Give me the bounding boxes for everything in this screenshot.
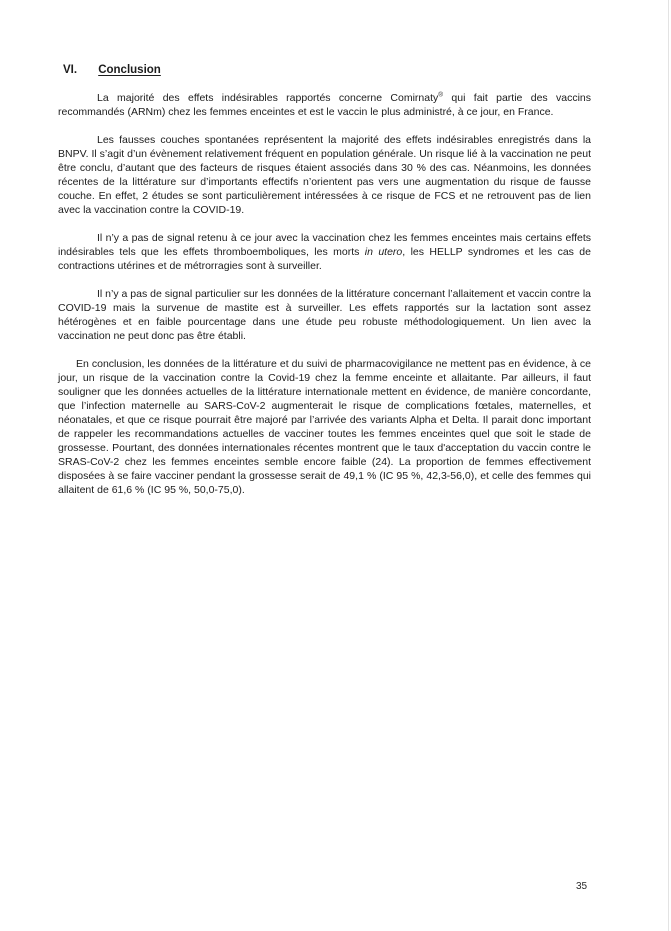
section-title: Conclusion — [98, 64, 161, 76]
paragraph-text: Il n’y a pas de signal retenu à ce jour avec la vaccination chez les femmes enceintes mais certains effets indésirables tels que les effets thromboemboliques, les morts — [58, 232, 591, 258]
paragraph-signal-grossesse — [58, 231, 591, 273]
paragraph-text: La majorité des effets indésirables rapportés concerne Comirnaty — [97, 92, 439, 104]
paragraph-conclusion-finale: En conclusion, les données de la littérature et du suivi de pharmacovigilance ne mettent pas en évidence, à ce jour, un risque de la vaccination contre la Covid-19 chez la femme enceinte et allaitante. Par ailleurs, il faut souligner que les données actuelles de la littérature internationale mettent en évidence, de manière concordante, que l’infection maternelle au SARS-CoV-2 augmenterait le risque de complications fœtales, maternelles, et néonatales, et que ce risque pourrait être majoré par l’arrivée des variants Alpha et Delta. Il parait donc important de rappeler les recommandations actuelles de vacciner toutes les femmes enceintes quel que soit le stade de grossesse. Pourtant, des données internationales récentes montrent que le taux d'acceptation du vaccin contre le SRAS-CoV-2 chez les femmes enceintes semble encore faible (24). La proportion de femmes effectivement disposées à se faire vacciner pendant la grossesse serait de 49,1 % (IC 95 %, 42,3-56,0), et celle des femmes qui allaitent de 61,6 % (IC 95 %, 50,0-75,0). — [58, 358, 591, 496]
paragraph-comirnaty — [58, 91, 591, 119]
section-number: VI. — [63, 64, 78, 76]
page-content — [58, 63, 591, 497]
paragraph-text: , les HELLP syndromes et les cas de contractions utérines et de métrorragies sont à surveiller. — [58, 246, 591, 272]
latin-phrase-in-utero: in utero — [364, 246, 403, 258]
registered-trademark-symbol: ® — [438, 91, 444, 99]
page-edge-line — [668, 0, 669, 931]
section-heading — [63, 63, 591, 78]
paragraph-fausses-couches: Les fausses couches spontanées représentent la majorité des effets indésirables enregistrés dans la BNPV. Il s’agit d’un évènement relativement fréquent en population générale. Un risque lié à la vaccination ne peut être conclu, d’autant que des facteurs de risques étaient associés dans 30 % des cas. Néanmoins, les données récentes de la littérature sur d’importants effectifs n’orientent pas vers une augmentation du risque de fausse couche. En effet, 2 études se sont particulièrement intéressées à ce risque de FCS et ne retrouvent pas de lien avec la vaccination contre la COVID-19. — [58, 134, 591, 216]
paragraph-allaitement: Il n’y a pas de signal particulier sur les données de la littérature concernant l’allaitement et vaccin contre la COVID-19 mais la survenue de mastite est à surveiller. Les effets rapportés sur la lactation sont assez hétérogènes et en faible pourcentage dans une étude peu robuste méthodologiquement. Un lien avec la vaccination ne peut donc pas être établi. — [58, 288, 591, 342]
paragraph-text: qui fait partie des vaccins recommandés (ARNm) chez les femmes enceintes et est le vaccin le plus administré, à ce jour, en France. — [58, 92, 592, 118]
page-number: 35 — [576, 881, 588, 892]
